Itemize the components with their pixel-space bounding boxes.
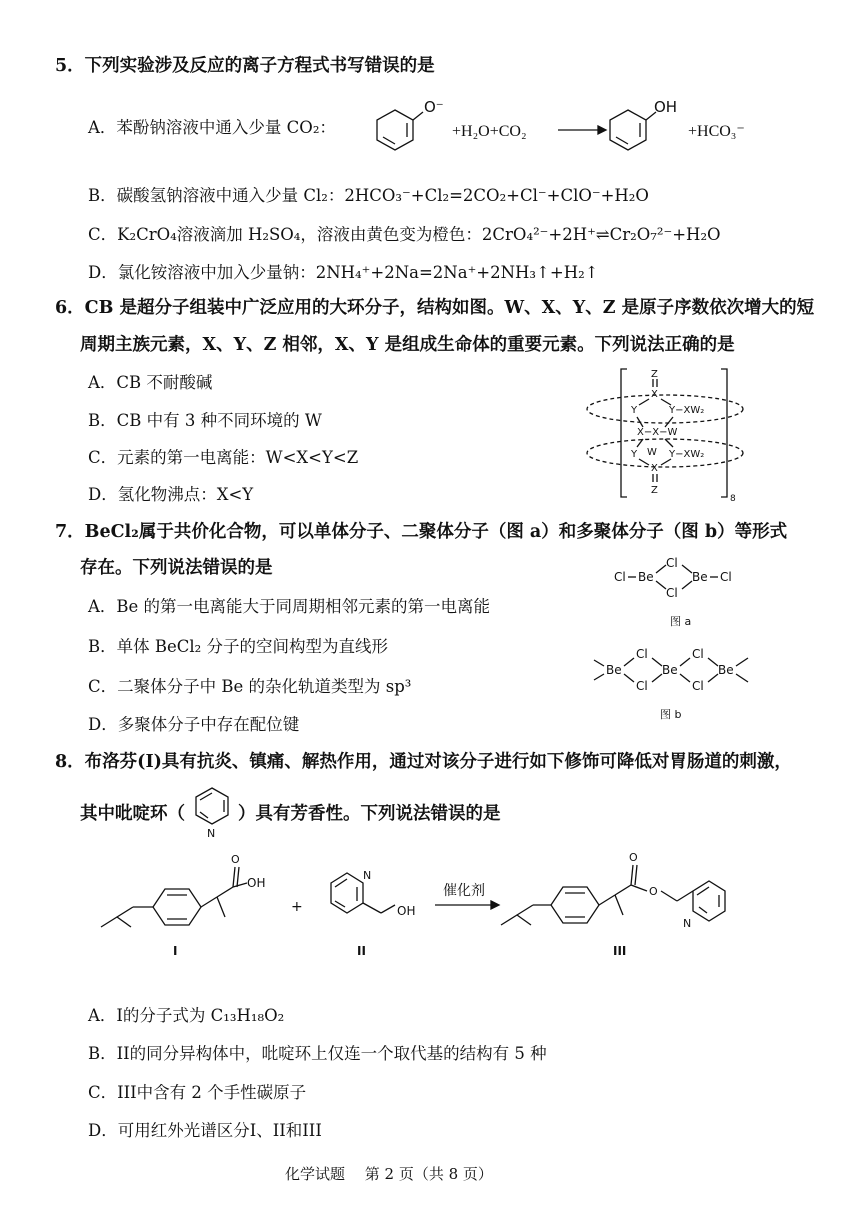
svg-text:Be: Be xyxy=(692,570,708,584)
q8-option-d: D．可用红外光谱区分I、II和III xyxy=(88,1121,322,1140)
svg-text:Y: Y xyxy=(631,405,638,416)
svg-text:Cl: Cl xyxy=(692,679,704,693)
svg-text:O: O xyxy=(231,853,240,866)
svg-text:Z: Z xyxy=(651,369,658,380)
svg-text:Cl: Cl xyxy=(720,570,732,584)
svg-text:Cl: Cl xyxy=(692,647,704,661)
svg-text:Cl: Cl xyxy=(666,586,678,600)
q5-a-end: +HCO₃⁻ xyxy=(688,123,745,140)
q8-stem-line1: 8．布洛芬(I)具有抗炎、镇痛、解热作用，通过对该分子进行如下修饰可降低对胃肠道的刺激， xyxy=(55,752,792,772)
compound-iii-label: III xyxy=(613,944,627,958)
svg-text:Cl: Cl xyxy=(636,679,648,693)
q6-option-c: C．元素的第一电离能：W<X<Y<Z xyxy=(88,448,359,467)
svg-text:O: O xyxy=(649,885,658,898)
svg-text:Be: Be xyxy=(606,663,622,677)
svg-text:O: O xyxy=(629,851,638,864)
q5-stem: 5．下列实验涉及反应的离子方程式书写错误的是 xyxy=(55,56,435,76)
svg-text:Z: Z xyxy=(651,485,658,496)
fig-b-caption: 图 b xyxy=(660,708,682,721)
q8-option-b: B．II的同分异构体中，吡啶环上仅连一个取代基的结构有 5 种 xyxy=(88,1044,547,1063)
svg-text:Y−XW₂: Y−XW₂ xyxy=(669,449,705,460)
svg-text:Be: Be xyxy=(718,663,734,677)
q8-option-c: C．III中含有 2 个手性碳原子 xyxy=(88,1083,307,1102)
svg-text:Cl: Cl xyxy=(614,570,626,584)
catalyst-label: 催化剂 xyxy=(443,883,485,899)
phenol-oh-label: OH xyxy=(654,98,678,116)
q8-stem-line2b: ）具有芳香性。下列说法错误的是 xyxy=(238,804,501,824)
q8-stem-line2a: 其中吡啶环（ xyxy=(80,804,185,824)
q6-option-a: A．CB 不耐酸碱 xyxy=(88,373,213,392)
svg-text:X: X xyxy=(651,389,658,400)
cb-structure-figure xyxy=(575,365,755,505)
svg-text:OH: OH xyxy=(247,876,266,890)
q7-stem-line1: 7．BeCl₂属于共价化合物，可以单体分子、二聚体分子（图 a）和多聚体分子（图 b）等形式 xyxy=(55,522,788,542)
fig-a-caption: 图 a xyxy=(670,615,692,628)
q5-a-mid: +H₂O+CO₂ xyxy=(452,123,527,140)
svg-text:8: 8 xyxy=(730,494,736,504)
phenoxide-o-label: O⁻ xyxy=(424,98,444,116)
q7-option-a: A．Be 的第一电离能大于同周期相邻元素的第一电离能 xyxy=(88,597,491,616)
compound-ii-label: II xyxy=(357,944,366,958)
q5-option-c: C．K₂CrO₄溶液滴加 H₂SO₄，溶液由黄色变为橙色：2CrO₄²⁻+2H⁺⇌Cr₂O₇²⁻+H₂O xyxy=(88,225,721,244)
q7-option-d: D．多聚体分子中存在配位键 xyxy=(88,715,300,734)
q6-option-b: B．CB 中有 3 种不同环境的 W xyxy=(88,411,322,430)
svg-text:N: N xyxy=(207,827,216,840)
svg-text:Y−XW₂: Y−XW₂ xyxy=(669,405,705,416)
compound-i-label: I xyxy=(173,944,178,958)
q6-stem-line2: 周期主族元素，X、Y、Z 相邻，X、Y 是组成生命体的重要元素。下列说法正确的是 xyxy=(80,335,735,355)
ibuprofen-reaction-scheme xyxy=(95,845,775,965)
svg-text:X: X xyxy=(651,463,658,474)
page-footer: 化学试题 第 2 页（共 8 页） xyxy=(285,1165,493,1183)
q7-option-b: B．单体 BeCl₂ 分子的空间构型为直线形 xyxy=(88,637,389,656)
svg-text:OH: OH xyxy=(397,904,416,918)
svg-text:Be: Be xyxy=(662,663,678,677)
q5-option-b: B．碳酸氢钠溶液中通入少量 Cl₂：2HCO₃⁻+Cl₂=2CO₂+Cl⁻+ClO⁻+H₂O xyxy=(88,186,649,205)
svg-text:Cl: Cl xyxy=(636,647,648,661)
svg-text:N: N xyxy=(363,869,372,882)
svg-text:Be: Be xyxy=(638,570,654,584)
pyridine-ring-icon xyxy=(188,782,236,840)
q5-option-a-label: A．苯酚钠溶液中通入少量 CO₂： xyxy=(88,118,336,137)
plus-sign: + xyxy=(291,899,303,915)
q6-stem-line1: 6．CB 是超分子组装中广泛应用的大环分子，结构如图。W、X、Y、Z 是原子序数依次增大的短 xyxy=(55,298,815,318)
becl2-dimer-figure-a xyxy=(600,555,800,635)
svg-text:N: N xyxy=(683,917,692,930)
q7-option-c: C．二聚体分子中 Be 的杂化轨道类型为 sp³ xyxy=(88,677,412,696)
becl2-polymer-figure-b xyxy=(590,640,810,730)
q6-option-d: D．氢化物沸点：X<Y xyxy=(88,485,254,504)
svg-text:X−X−W: X−X−W xyxy=(637,427,678,438)
svg-text:W: W xyxy=(647,447,657,458)
q5-option-a-equation xyxy=(360,92,780,164)
q7-stem-line2: 存在。下列说法错误的是 xyxy=(80,558,273,578)
svg-text:Cl: Cl xyxy=(666,556,678,570)
svg-text:Y: Y xyxy=(631,449,638,460)
q5-option-d: D．氯化铵溶液中加入少量钠：2NH₄⁺+2Na=2Na⁺+2NH₃↑+H₂↑ xyxy=(88,263,599,282)
q8-option-a: A．I的分子式为 C₁₃H₁₈O₂ xyxy=(88,1006,285,1025)
